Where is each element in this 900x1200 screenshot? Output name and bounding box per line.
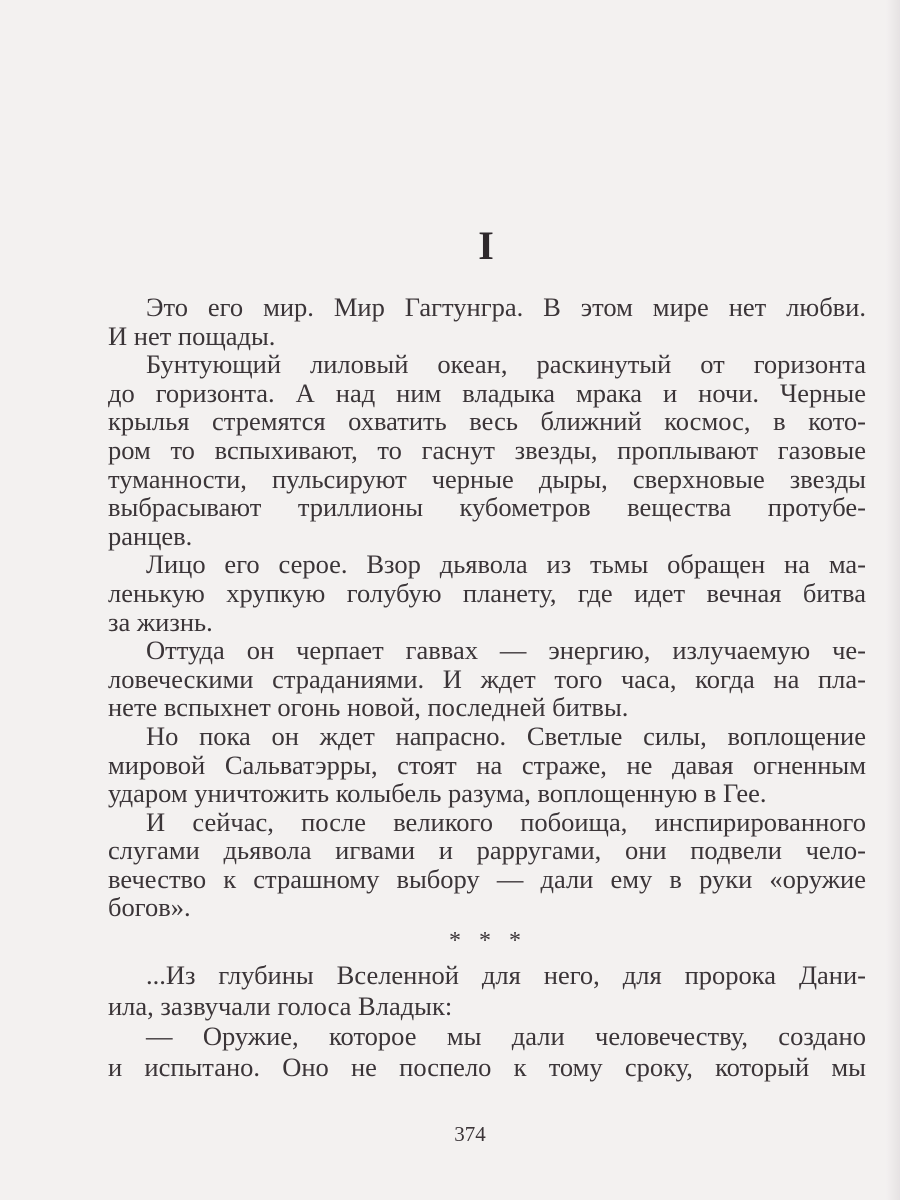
text-line: Бунтующий лиловый океан, раскинутый от горизонта — [146, 349, 866, 380]
text-line: до горизонта. А над ним владыка мрака и ночи. Черные — [108, 377, 866, 408]
text-line: нете вспыхнет огонь новой, последней битвы. — [108, 692, 629, 723]
text-line: Но пока он ждет напрасно. Светлые силы, воплощение — [146, 720, 866, 751]
section-1-text — [108, 293, 866, 922]
text-line: — Оружие, которое мы дали человечеству, создано — [146, 1021, 866, 1051]
text-line: вечество к страшному выбору — дали ему в руки «оружие — [108, 863, 866, 894]
text-line: Оттуда он черпает гаввах — энергию, излучаемую че- — [146, 635, 866, 666]
text-line: Лицо его серое. Взор дьявола из тьмы обращен на ма- — [146, 549, 866, 580]
text-line: туманности, пульсируют черные дыры, сверхновые звезды — [108, 463, 866, 494]
section-2-text — [108, 960, 866, 1082]
text-line: И нет пощады. — [108, 320, 276, 351]
page-edge-shadow — [886, 0, 900, 1200]
text-line: за жизнь. — [108, 606, 213, 637]
text-line: слугами дьявола игвами и рарругами, они подвели чело- — [108, 835, 866, 866]
text-line: ром то вспыхивают, то гаснут звезды, проплывают газовые — [108, 434, 866, 465]
text-line: И сейчас, после великого побоища, инспирированного — [146, 806, 866, 837]
text-line: ранцев. — [108, 520, 193, 551]
section-separator: * * * — [449, 928, 527, 954]
text-line: выбрасывают триллионы кубометров вещества протубе- — [108, 492, 866, 523]
chapter-heading: I — [478, 223, 494, 268]
text-line: ...Из глубины Вселенной для него, для пророка Дани- — [146, 960, 866, 990]
text-line: ударом уничтожить колыбель разума, воплощенную в Гее. — [108, 778, 767, 809]
text-line: и испытано. Оно не поспело к тому сроку, который мы — [108, 1051, 866, 1082]
text-line: ила, зазвучали голоса Владык: — [108, 990, 453, 1021]
text-line: ленькую хрупкую голубую планету, где идет вечная битва — [108, 577, 866, 608]
page-number: 374 — [454, 1122, 486, 1146]
text-line: мировой Сальватэрры, стоят на страже, не давая огненным — [108, 749, 866, 780]
text-line: ловеческими страданиями. И ждет того часа, когда на пла- — [108, 663, 866, 694]
text-line: Это его мир. Мир Гагтунгра. В этом мире нет любви. — [146, 292, 866, 322]
text-line: богов». — [108, 892, 191, 923]
text-line: крылья стремятся охватить весь ближний космос, в кото- — [108, 406, 866, 437]
